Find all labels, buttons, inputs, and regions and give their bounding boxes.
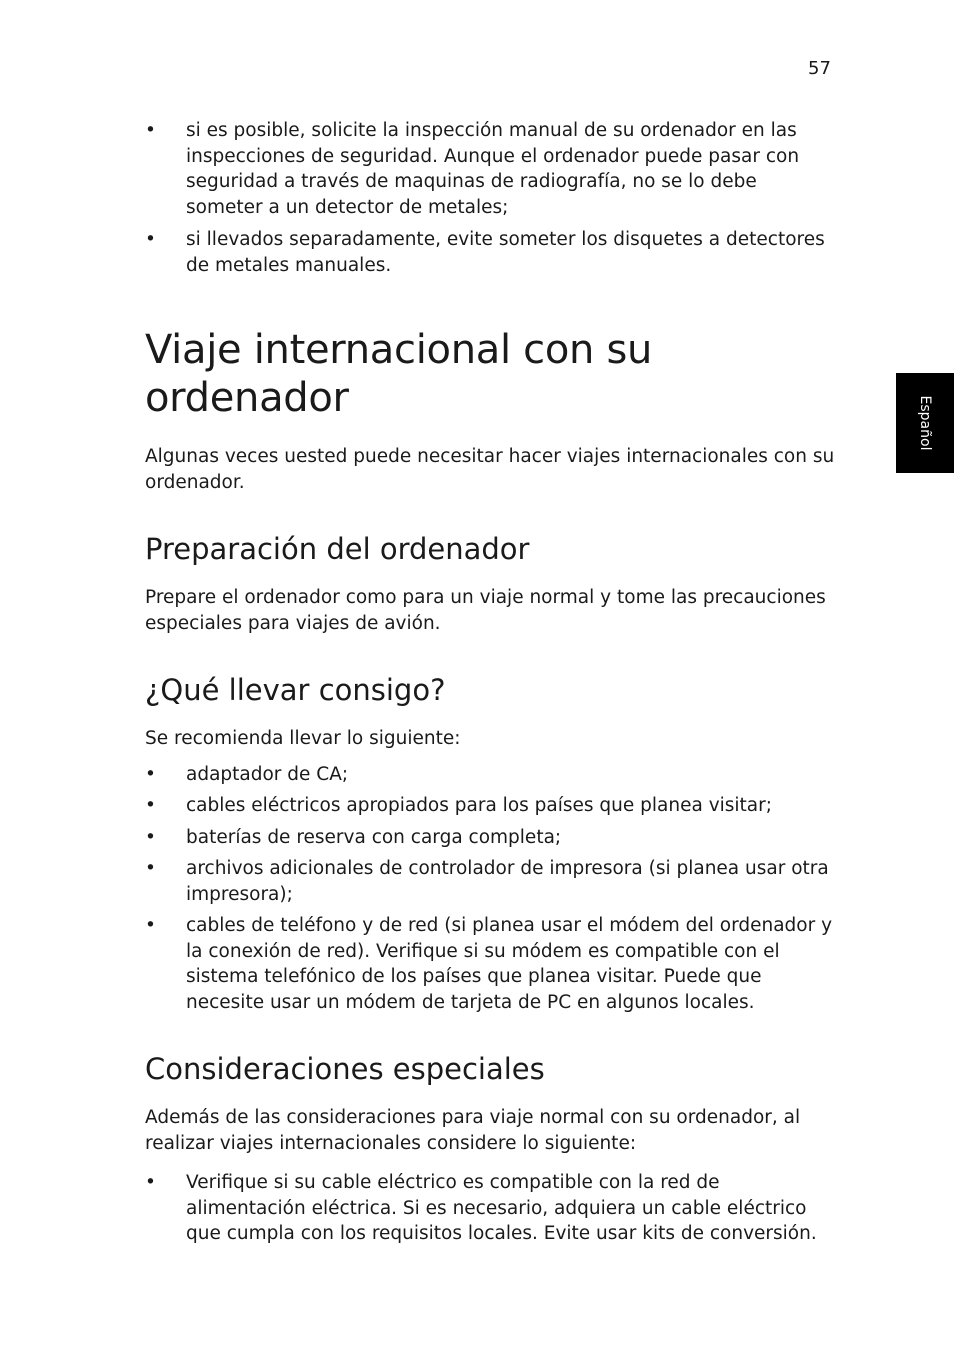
list-item: • adaptador de CA; <box>145 762 835 788</box>
intro-paragraph: Algunas veces uested puede necesitar hacer viajes internacionales con su ordenador. <box>145 446 835 493</box>
list-item: • si es posible, solicite la inspección manual de su ordenador en las inspecciones de seguridad. Aunque el ordenador puede pasar con seguridad a través de maquinas de radiografía, no se lo debe someter a un detector de metales; <box>145 118 835 220</box>
section-heading-preparation: Preparación del ordenador <box>145 532 530 566</box>
section-heading-special-considerations: Consideraciones especiales <box>145 1052 545 1086</box>
page-number: 57 <box>808 58 831 79</box>
what-to-bring-intro: Se recomienda llevar lo siguiente: <box>145 728 461 749</box>
section-heading-what-to-bring: ¿Qué llevar consigo? <box>145 673 446 707</box>
language-tab-label: Español <box>917 395 933 451</box>
list-item: • si llevados separadamente, evite someter los disquetes a detectores de metales manuales. <box>145 227 835 278</box>
list-item: • cables de teléfono y de red (si planea usar el módem del ordenador y la conexión de red). Verifique si su módem es compatible con el sistema telefónico de los países que planea visitar. Puede que necesite usar un módem de tarjeta de PC en algunos locales. <box>145 913 835 1015</box>
language-tab <box>896 373 954 473</box>
special-considerations-paragraph: Además de las consideraciones para viaje normal con su ordenador, al realizar viajes internacionales considere lo siguiente: <box>145 1107 801 1154</box>
page-title: Viaje internacional con su ordenador <box>145 327 653 421</box>
list-item: • cables eléctricos apropiados para los países que planea visitar; <box>145 793 835 819</box>
special-considerations-list <box>145 1170 835 1247</box>
list-item: • archivos adicionales de controlador de impresora (si planea usar otra impresora); <box>145 856 835 907</box>
what-to-bring-list <box>145 762 835 1016</box>
page-content <box>145 118 835 1254</box>
security-bullet-list <box>145 118 835 278</box>
list-item: • baterías de reserva con carga completa; <box>145 825 835 851</box>
preparation-paragraph: Prepare el ordenador como para un viaje normal y tome las precauciones especiales para viajes de avión. <box>145 587 826 634</box>
list-item: • Verifique si su cable eléctrico es compatible con la red de alimentación eléctrica. Si es necesario, adquiera un cable eléctrico que cumpla con los requisitos locales. Evite usar kits de conversión. <box>145 1170 835 1247</box>
